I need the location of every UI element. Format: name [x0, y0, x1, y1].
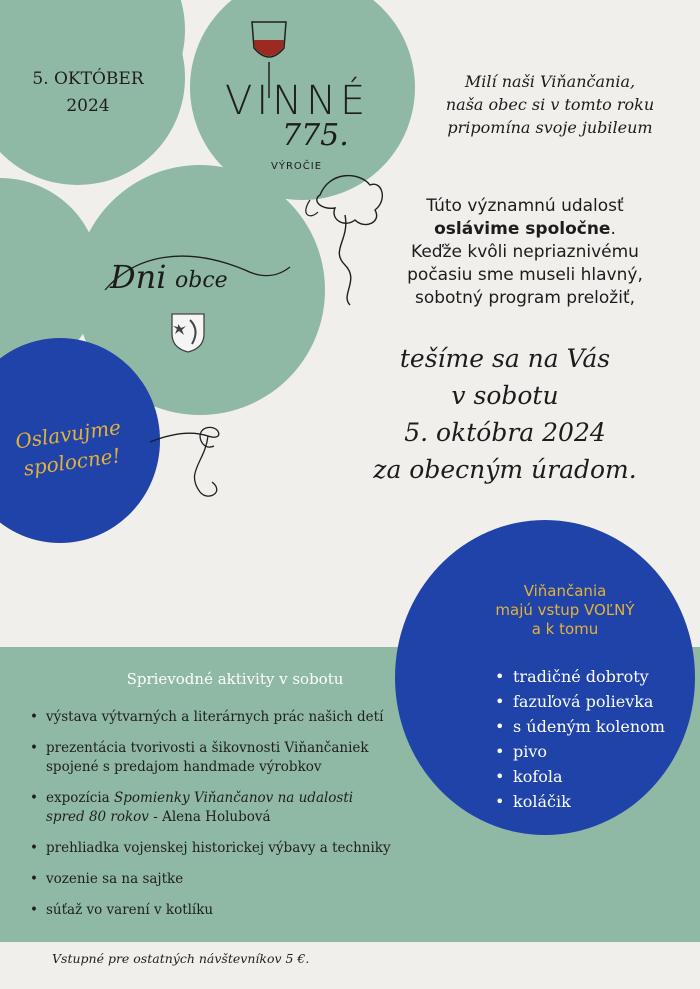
- oslavujme-line: spolocne!: [22, 443, 122, 481]
- free-entry-line: majú vstup VOĽNÝ: [495, 601, 635, 619]
- oslavujme-line: Oslavujme: [13, 414, 123, 454]
- list-item: [30, 739, 470, 777]
- obce-word: obce: [175, 268, 228, 293]
- list-item: • tradičné dobroty: [495, 664, 665, 689]
- list-item-line: • prezentácia tvorivosti a šikovnosti Viňančaniek: [46, 740, 369, 756]
- headline-line: tešíme sa na Vás: [399, 344, 611, 373]
- list-item: • fazuľová polievka: [495, 689, 665, 714]
- list-item: • vozenie sa na sajtke: [30, 870, 470, 889]
- logo-subtitle: VÝROČIE: [271, 161, 323, 172]
- list-item-line: spojené s predajom handmade výrobkov: [46, 759, 322, 775]
- intro-line: naša obec si v tomto roku: [445, 95, 655, 114]
- free-entry-line: a k tomu: [531, 620, 599, 638]
- intro-text: [415, 70, 685, 139]
- list-item: • prehliadka vojenskej historickej výbavy a techniky: [30, 839, 470, 858]
- list-item-prefix: expozícia: [46, 790, 115, 806]
- headline-line: za obecným úradom.: [373, 455, 637, 484]
- list-item-line: [46, 808, 470, 827]
- list-item-italic: Spomienky Viňančanov na udalosti: [114, 790, 354, 806]
- headline: [325, 340, 685, 488]
- logo-number: 775.: [282, 118, 349, 153]
- announcement-tail: .: [610, 219, 616, 239]
- announcement-bold: oslávime spoločne: [434, 219, 611, 239]
- coat-of-arms-icon: [170, 312, 206, 354]
- year-line: 2024: [66, 96, 110, 116]
- announcement-text: [365, 195, 685, 310]
- announcement-line: Keďže kvôli nepriaznivému: [411, 242, 639, 262]
- curl-decoration: [150, 412, 240, 507]
- intro-line: pripomína svoje jubileum: [447, 118, 653, 137]
- list-item: • výstava výtvarných a literárnych prác našich detí: [30, 708, 470, 727]
- date-line: 5. OKTÓBER: [32, 69, 144, 89]
- announcement-line-bold: [365, 218, 685, 241]
- announcement-line: sobotný program preložiť,: [414, 288, 636, 308]
- list-item-continuation: • s údeným kolenom: [495, 714, 665, 739]
- list-item: • koláčik: [495, 789, 665, 814]
- free-entry-title: [470, 582, 660, 639]
- list-item: • súťaž vo varení v kotlíku: [30, 901, 470, 920]
- free-entry-line: Viňančania: [523, 582, 607, 600]
- list-item-line: [46, 789, 470, 808]
- footer-note: Vstupné pre ostatných návštevníkov 5 €.: [52, 951, 310, 966]
- event-date: [28, 66, 148, 120]
- list-item: • pivo: [495, 739, 665, 764]
- headline-line: 5. októbra 2024: [404, 418, 606, 447]
- intro-line: Milí naši Viňančania,: [464, 72, 636, 91]
- headline-line: v sobotu: [451, 381, 559, 410]
- activities-list: [30, 708, 470, 932]
- free-entry-list: [495, 664, 665, 814]
- logo-word: VINNÉ: [225, 78, 370, 124]
- list-item-italic: spred 80 rokov: [46, 809, 149, 825]
- announcement-line: Túto významnú udalosť: [426, 196, 624, 216]
- activities-title: Sprievodné aktivity v sobotu: [126, 670, 344, 688]
- announcement-line: počasiu sme museli hlavný,: [407, 265, 643, 285]
- list-item: • kofola: [495, 764, 665, 789]
- list-item: [30, 789, 470, 827]
- list-item-suffix: - Alena Holubová: [148, 809, 271, 825]
- dni-word: Dni: [110, 258, 167, 296]
